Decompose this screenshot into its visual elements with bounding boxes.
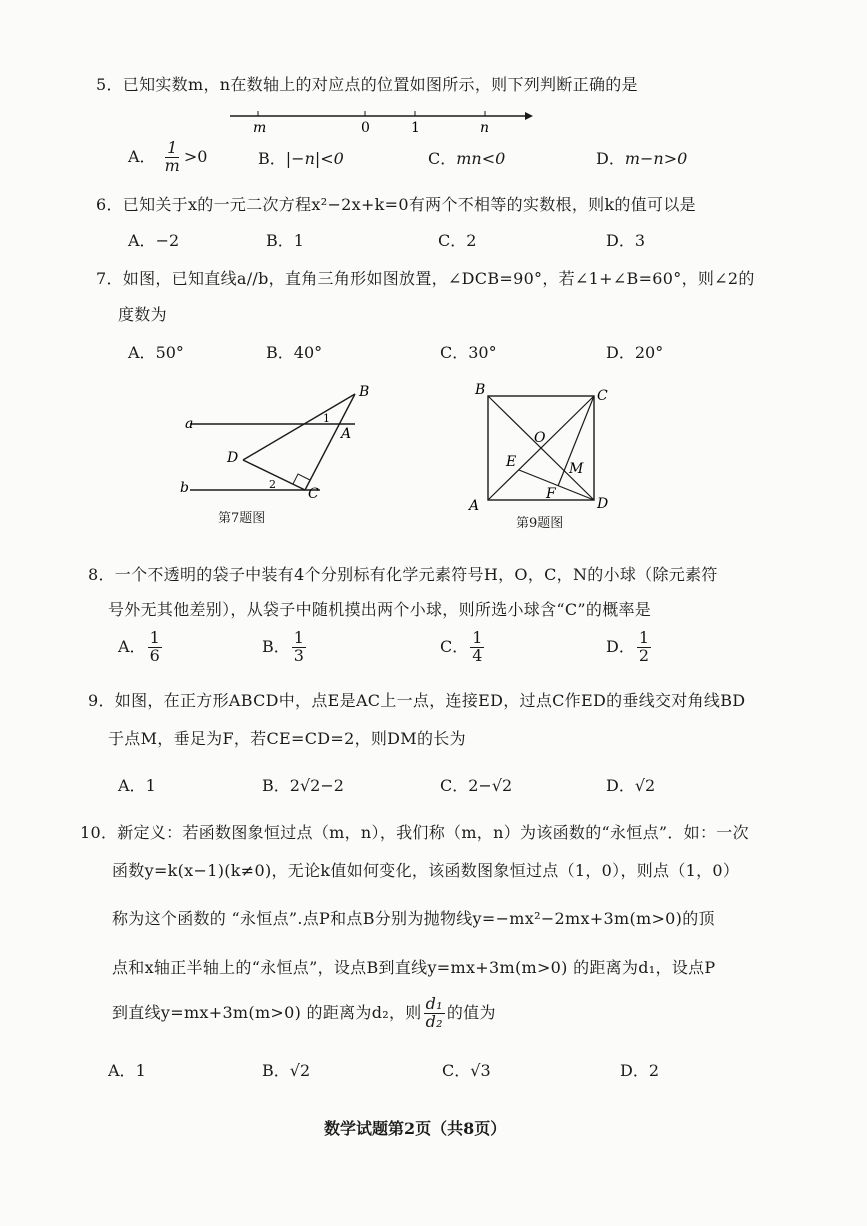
q9-option-a[interactable]	[118, 773, 156, 796]
frac-num: 1	[167, 138, 178, 157]
q9-option-d[interactable]	[606, 773, 655, 796]
q7-figure	[175, 378, 395, 508]
q10-line2: 函数y=k(x−1)(k≠0)，无论k值如何变化，该函数图象恒过点（1，0），则点（1，0）	[112, 861, 740, 880]
q10-line3: 称为这个函数的 “永恒点”.点P和点B分别为抛物线y=−mx²−2mx+3m(m>0)的顶	[112, 909, 715, 928]
label-B: B	[359, 384, 370, 400]
option-letter: B．	[266, 343, 294, 362]
axis-arrow	[525, 112, 533, 120]
option-letter: D．	[606, 636, 635, 656]
label-B: B	[475, 382, 486, 398]
q7-option-a[interactable]	[128, 340, 184, 363]
option-tail: >0	[183, 146, 208, 166]
q6-option-a[interactable]	[128, 228, 179, 251]
label-O: O	[534, 430, 546, 446]
option-letter: A．	[118, 776, 146, 795]
option-text: 1	[135, 1061, 146, 1080]
q7-option-d[interactable]	[606, 340, 663, 363]
option-text: 2	[466, 231, 477, 250]
option-text: 40°	[293, 343, 323, 362]
axis-label-n: n	[480, 120, 490, 136]
q9-option-b[interactable]	[262, 773, 344, 796]
line5-post: 的值为	[446, 1002, 496, 1022]
option-letter: C．	[440, 636, 469, 656]
frac-num: 1	[149, 628, 160, 647]
q10-line4: 点和x轴正半轴上的“永恒点”，设点B到直线y=mx+3m(m>0) 的距离为d₁，设点P	[112, 958, 716, 977]
q8-option-b[interactable]	[262, 630, 308, 665]
frac-den: 4	[472, 645, 483, 665]
option-letter: B．	[266, 231, 294, 250]
label-angle-1: 1	[323, 412, 330, 425]
frac-den: 6	[149, 645, 160, 665]
label-A: A	[341, 426, 352, 442]
option-text: 2√2−2	[289, 776, 344, 795]
q8-stem-line2: 号外无其他差别），从袋子中随机摸出两个小球，则所选小球含“C”的概率是	[108, 600, 652, 619]
option-letter: A．	[118, 636, 146, 656]
axis-label-m: m	[253, 120, 267, 136]
option-letter: B．	[262, 776, 290, 795]
frac-num: 1	[638, 628, 650, 647]
option-letter: C．	[440, 776, 469, 795]
label-D: D	[227, 450, 239, 466]
label-b: b	[180, 480, 189, 496]
q10-line5	[112, 996, 496, 1031]
frac-den: d₂	[425, 1011, 443, 1031]
right-angle-mark	[293, 474, 310, 484]
q5-option-b[interactable]	[258, 146, 344, 169]
q5-stem: 5．已知实数m，n在数轴上的对应点的位置如图所示，则下列判断正确的是	[96, 75, 638, 94]
q7-figure-caption: 第7题图	[218, 511, 266, 526]
frac-num: 1	[293, 628, 304, 647]
option-letter: A．	[128, 146, 156, 166]
q6-option-d[interactable]	[606, 228, 645, 251]
label-angle-2: 2	[269, 478, 276, 491]
option-text: √2	[634, 776, 656, 795]
option-letter: D．	[606, 343, 635, 362]
q10-option-a[interactable]	[108, 1058, 146, 1081]
option-text: 3	[634, 231, 646, 250]
option-letter: B．	[262, 1061, 290, 1080]
option-letter: A．	[128, 343, 156, 362]
label-C: C	[308, 486, 319, 502]
option-letter: D．	[620, 1061, 649, 1080]
q8-option-d[interactable]	[606, 630, 653, 665]
label-M: M	[569, 461, 584, 477]
option-text: 20°	[634, 343, 664, 362]
q9-figure	[463, 378, 623, 512]
frac-den: m	[164, 155, 180, 175]
q5-number-line	[225, 100, 535, 140]
q6-option-b[interactable]	[266, 228, 304, 251]
q8-option-a[interactable]	[118, 630, 164, 665]
option-text: −2	[155, 231, 180, 250]
frac-num: d₁	[425, 994, 443, 1013]
option-letter: D．	[606, 776, 635, 795]
q5-option-c[interactable]	[428, 146, 505, 169]
q9-figure-caption: 第9题图	[516, 516, 564, 531]
option-letter: D．	[606, 231, 635, 250]
option-text: |−n|<0	[285, 149, 344, 168]
page-footer: 数学试题第2页（共8页）	[324, 1119, 507, 1138]
frac-den: 2	[638, 645, 650, 665]
label-a: a	[185, 416, 194, 432]
label-F: F	[546, 486, 556, 502]
frac-den: 3	[293, 645, 304, 665]
axis-label-1: 1	[411, 120, 420, 136]
axis-label-0: 0	[361, 120, 370, 136]
q6-stem: 6．已知关于x的一元二次方程x²−2x+k=0有两个不相等的实数根，则k的值可以是	[96, 195, 696, 214]
q10-option-d[interactable]	[620, 1058, 659, 1081]
q7-stem-line1: 7．如图，已知直线a//b，直角三角形如图放置，∠DCB=90°，若∠1+∠B=60°，则∠2的	[96, 269, 755, 288]
q10-line1: 10．新定义：若函数图象恒过点（m，n），我们称（m，n）为该函数的“永恒点”．如：一次	[80, 823, 749, 842]
option-text: √2	[289, 1061, 311, 1080]
option-text: 2−√2	[468, 776, 513, 795]
q9-stem-line1: 9．如图，在正方形ABCD中，点E是AC上一点，连接ED，过点C作ED的垂线交对角线BD	[88, 691, 746, 710]
q5-option-a[interactable]	[128, 140, 207, 175]
label-E: E	[506, 454, 517, 470]
q9-stem-line2: 于点M，垂足为F，若CE=CD=2，则DM的长为	[108, 729, 466, 748]
q7-stem-line2: 度数为	[118, 305, 167, 324]
q6-option-c[interactable]	[438, 228, 476, 251]
q10-option-c[interactable]	[442, 1058, 491, 1081]
q8-option-c[interactable]	[440, 630, 486, 665]
option-text: 1	[145, 776, 156, 795]
option-letter: B．	[258, 149, 286, 168]
q5-option-d[interactable]	[596, 146, 687, 169]
option-text: 1	[293, 231, 304, 250]
option-text: √3	[470, 1061, 491, 1080]
q7-option-c[interactable]	[440, 340, 497, 363]
option-letter: C．	[438, 231, 467, 250]
label-D: D	[597, 496, 609, 512]
option-text: 50°	[155, 343, 184, 362]
option-letter: C．	[428, 149, 457, 168]
option-letter: D．	[596, 149, 625, 168]
label-C: C	[597, 388, 608, 404]
option-letter: A．	[128, 231, 156, 250]
option-letter: C．	[442, 1061, 471, 1080]
label-A: A	[469, 498, 480, 512]
q7-option-b[interactable]	[266, 340, 322, 363]
option-letter: B．	[262, 636, 290, 656]
q10-option-b[interactable]	[262, 1058, 310, 1081]
option-letter: C．	[440, 343, 469, 362]
option-text: 2	[648, 1061, 660, 1080]
option-text: 30°	[468, 343, 497, 362]
frac-num: 1	[472, 628, 483, 647]
option-letter: A．	[108, 1061, 136, 1080]
line5-pre: 到直线y=mx+3m(m>0) 的距离为d₂，则	[112, 1002, 422, 1022]
option-text: mn<0	[456, 149, 506, 168]
q8-stem-line1: 8．一个不透明的袋子中装有4个分别标有化学元素符号H，O，C，N的小球（除元素符	[88, 565, 718, 584]
q9-option-c[interactable]	[440, 773, 512, 796]
option-text: m−n>0	[624, 149, 688, 168]
